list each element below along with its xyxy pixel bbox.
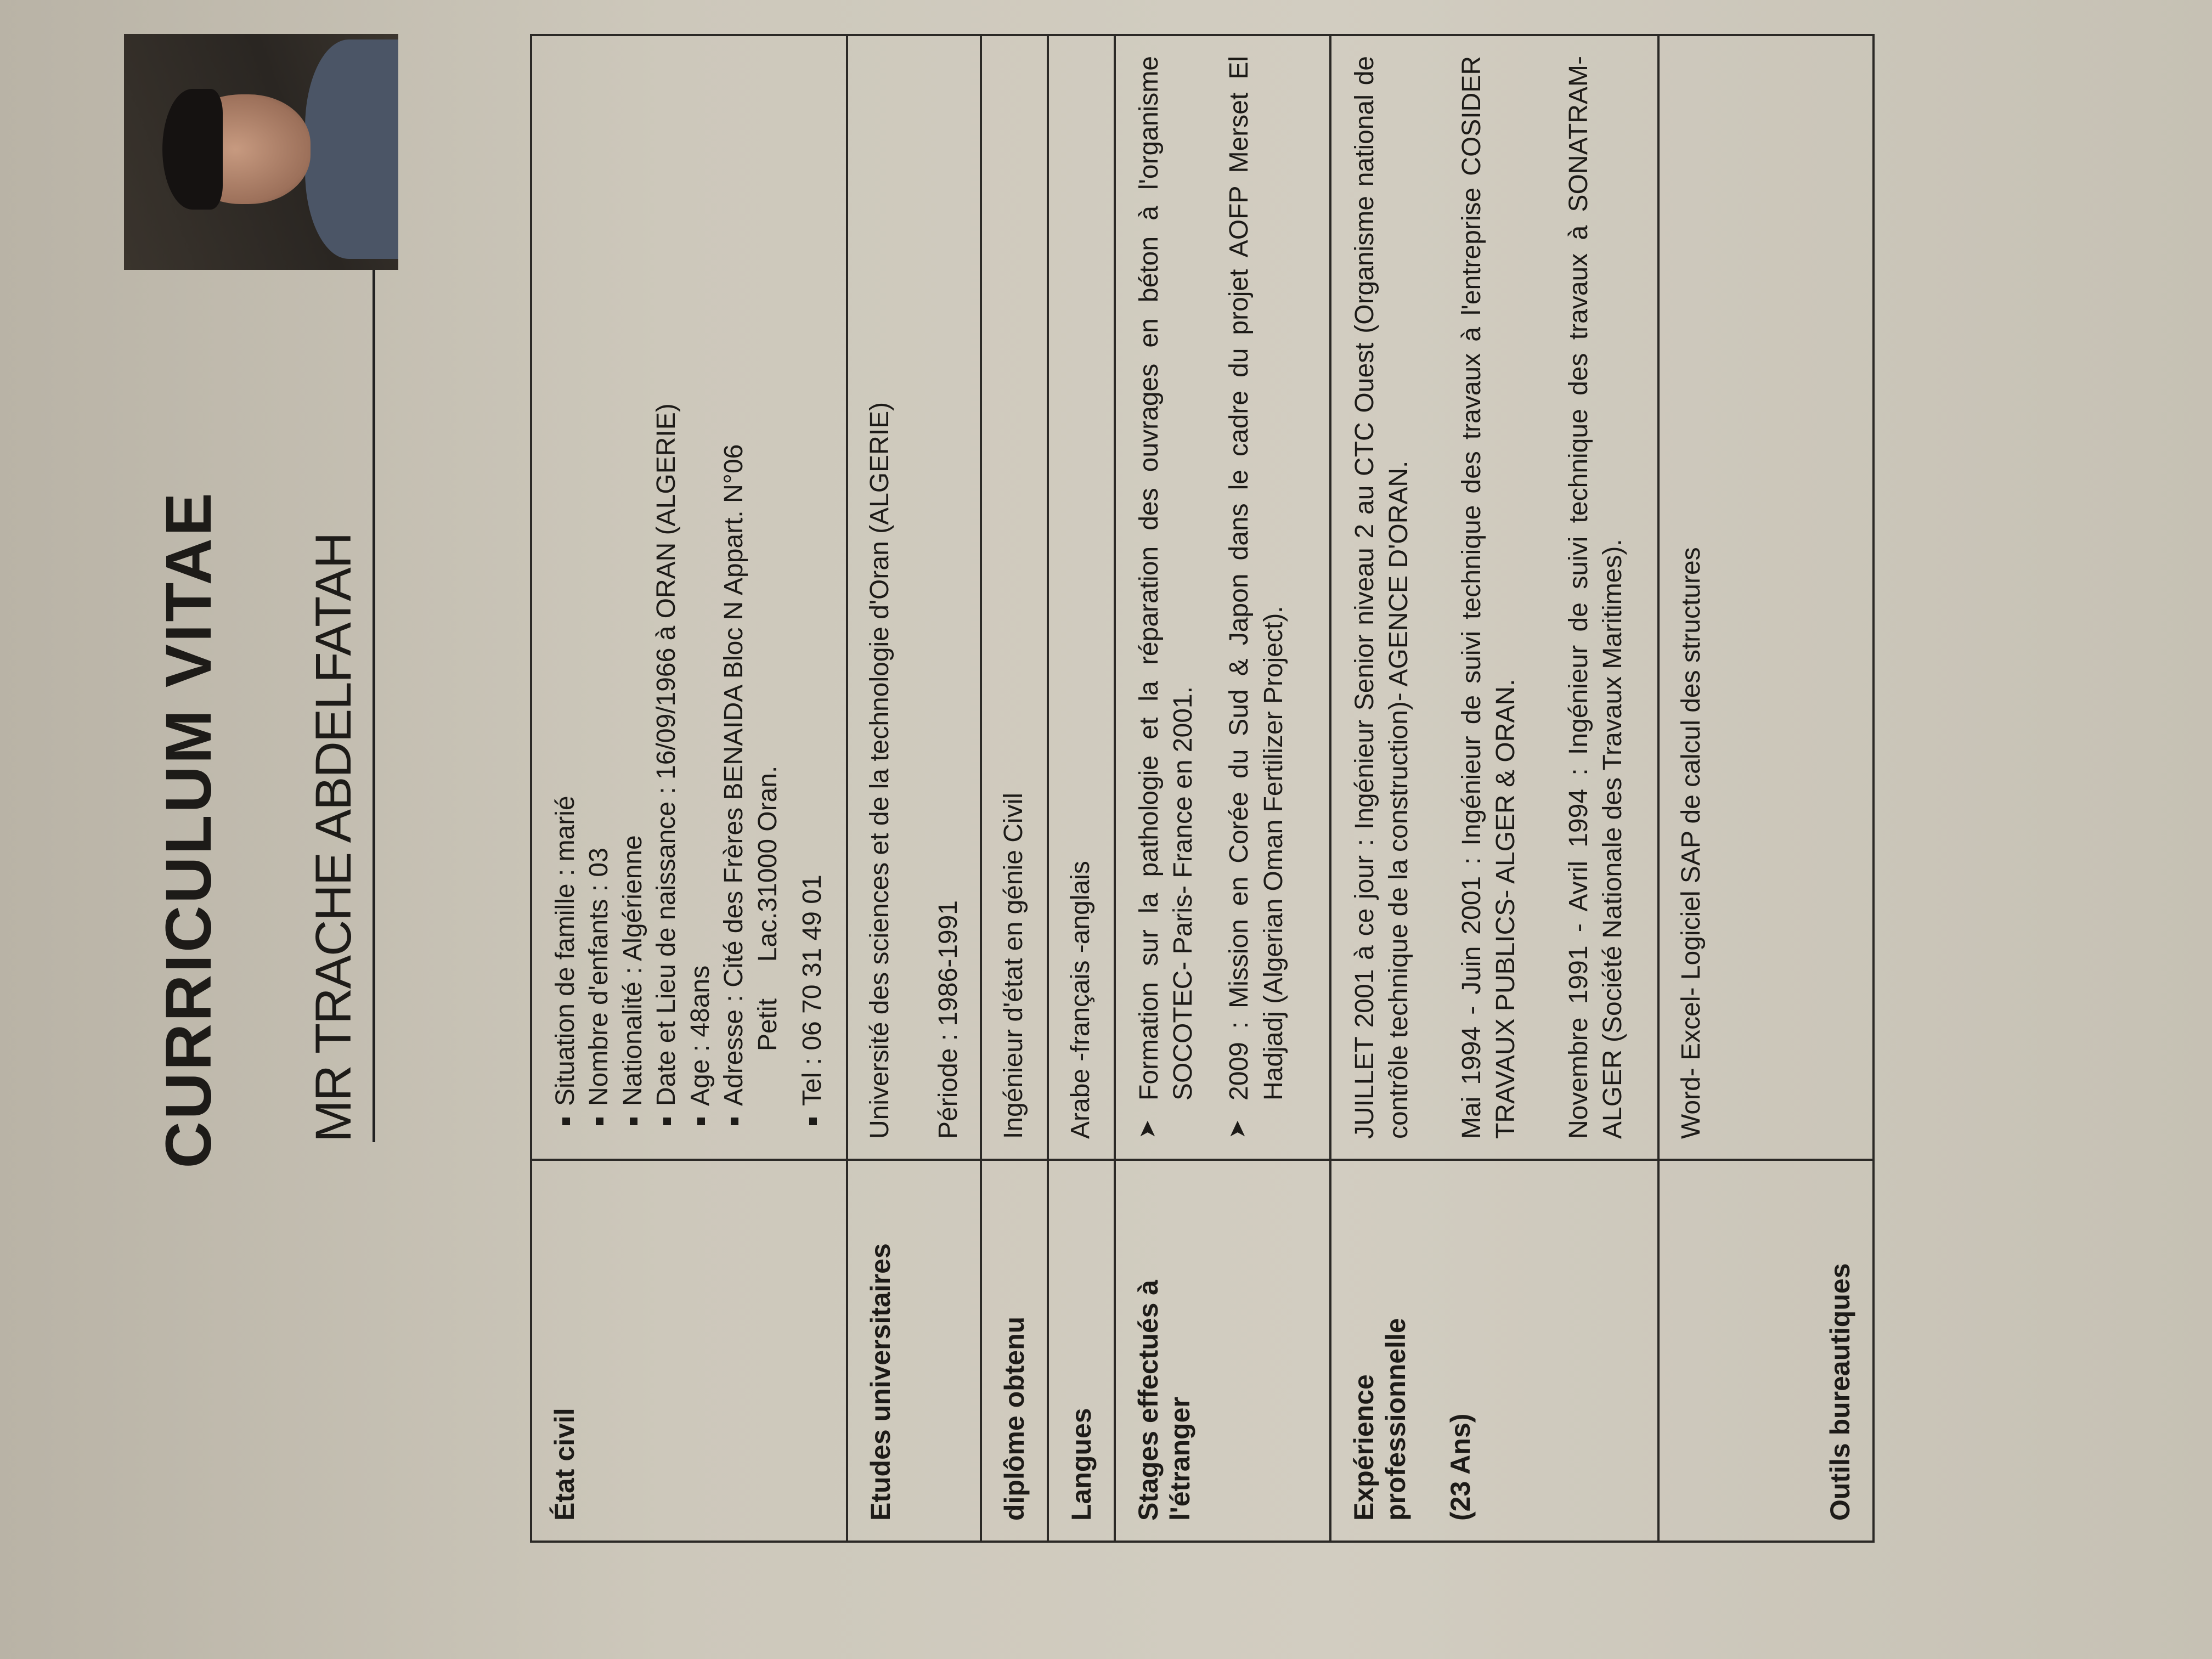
stage-item: ➤ Formation sur la pathologie et la réparation des ouvrages en béton à l'organisme SOCOTEC- Paris- France en 2001. [1132, 56, 1201, 1101]
cv-table [530, 34, 1875, 1543]
row-experience [1330, 35, 1658, 1542]
content-etudes [847, 35, 981, 1160]
content-experience [1330, 35, 1658, 1160]
candidate-name: MR TRACHE ABDELFATAH [305, 89, 375, 1142]
photo-shirt [305, 40, 398, 259]
university-name: Université des sciences et de la technologie d'Oran (ALGERIE) [865, 402, 894, 1139]
experience-label: Expérience professionnelle [1348, 1318, 1412, 1521]
content-stages [1115, 35, 1331, 1160]
etat-civil-item: ▪ Tel : 06 70 31 49 01 [795, 56, 829, 1106]
label-etat-civil: État civil [531, 1160, 847, 1542]
label-stages: Stages effectués à l'étranger [1115, 1160, 1331, 1542]
cv-page [69, 34, 2143, 1625]
etat-civil-item: ▪ Nombre d'enfants : 03 [582, 56, 616, 1106]
label-etudes: Etudes universitaires [847, 1160, 981, 1542]
experience-item: Mai 1994 - Juin 2001 : Ingénieur de suivi technique des travaux à l'entreprise COSIDER TRAVAUX PUBLICS- ALGER & ORAN. [1457, 56, 1521, 1139]
document-title: CURRICULUM VITAE [153, 490, 225, 1169]
content-diplome: Ingénieur d'état en génie Civil [981, 35, 1048, 1160]
spacer [895, 56, 933, 1139]
etat-civil-item: ▪ Situation de famille : marié [549, 56, 582, 1106]
row-diplome [981, 35, 1048, 1542]
photo-hair [162, 89, 223, 210]
content-outils: Word- Excel- Logiciel SAP de calcul des structures [1658, 35, 1874, 1160]
row-stages [1115, 35, 1331, 1542]
label-experience [1330, 1160, 1658, 1542]
stage-item: ➤ 2009 : Mission en Corée du Sud & Japon dans le cadre du projet AOFP Merset El Hadjadj (Algerian Oman Fertilizer Project). [1222, 56, 1291, 1101]
etat-civil-item: ▪ Adresse : Cité des Frères BENAIDA Bloc N Appart. N°06 [717, 56, 751, 1106]
study-period: Période : 1986-1991 [933, 900, 963, 1139]
candidate-photo [124, 34, 398, 270]
content-etat-civil [531, 35, 847, 1160]
etat-civil-item: ▪ Date et Lieu de naissance : 16/09/1966 à ORAN (ALGERIE) [650, 56, 683, 1106]
label-outils: Outils bureautiques [1658, 1160, 1874, 1542]
experience-item: Novembre 1991 - Avril 1994 : Ingénieur de suivi technique des travaux à SONATRAM- ALGER (Société Nationale des Travaux Maritimes). [1564, 56, 1628, 1139]
label-langues: Langues [1048, 1160, 1115, 1542]
etat-civil-item: ▪ Age : 48ans [684, 56, 717, 1106]
address-continuation: Petit Lac.31000 Oran. [753, 765, 782, 1051]
experience-item: JUILLET 2001 à ce jour : Ingénieur Senior niveau 2 au CTC Ouest (Organisme national de contrôle technique de la construction)- AGENCE D'ORAN. [1350, 56, 1414, 1139]
row-langues [1048, 35, 1115, 1542]
content-langues: Arabe -français -anglais [1048, 35, 1115, 1160]
row-etat-civil [531, 35, 847, 1542]
row-etudes [847, 35, 981, 1542]
experience-duration: (23 Ans) [1445, 1413, 1476, 1521]
row-outils [1658, 35, 1874, 1542]
etat-civil-item: ▪ Nationalité : Algérienne [616, 56, 650, 1106]
label-diplome: diplôme obtenu [981, 1160, 1048, 1542]
